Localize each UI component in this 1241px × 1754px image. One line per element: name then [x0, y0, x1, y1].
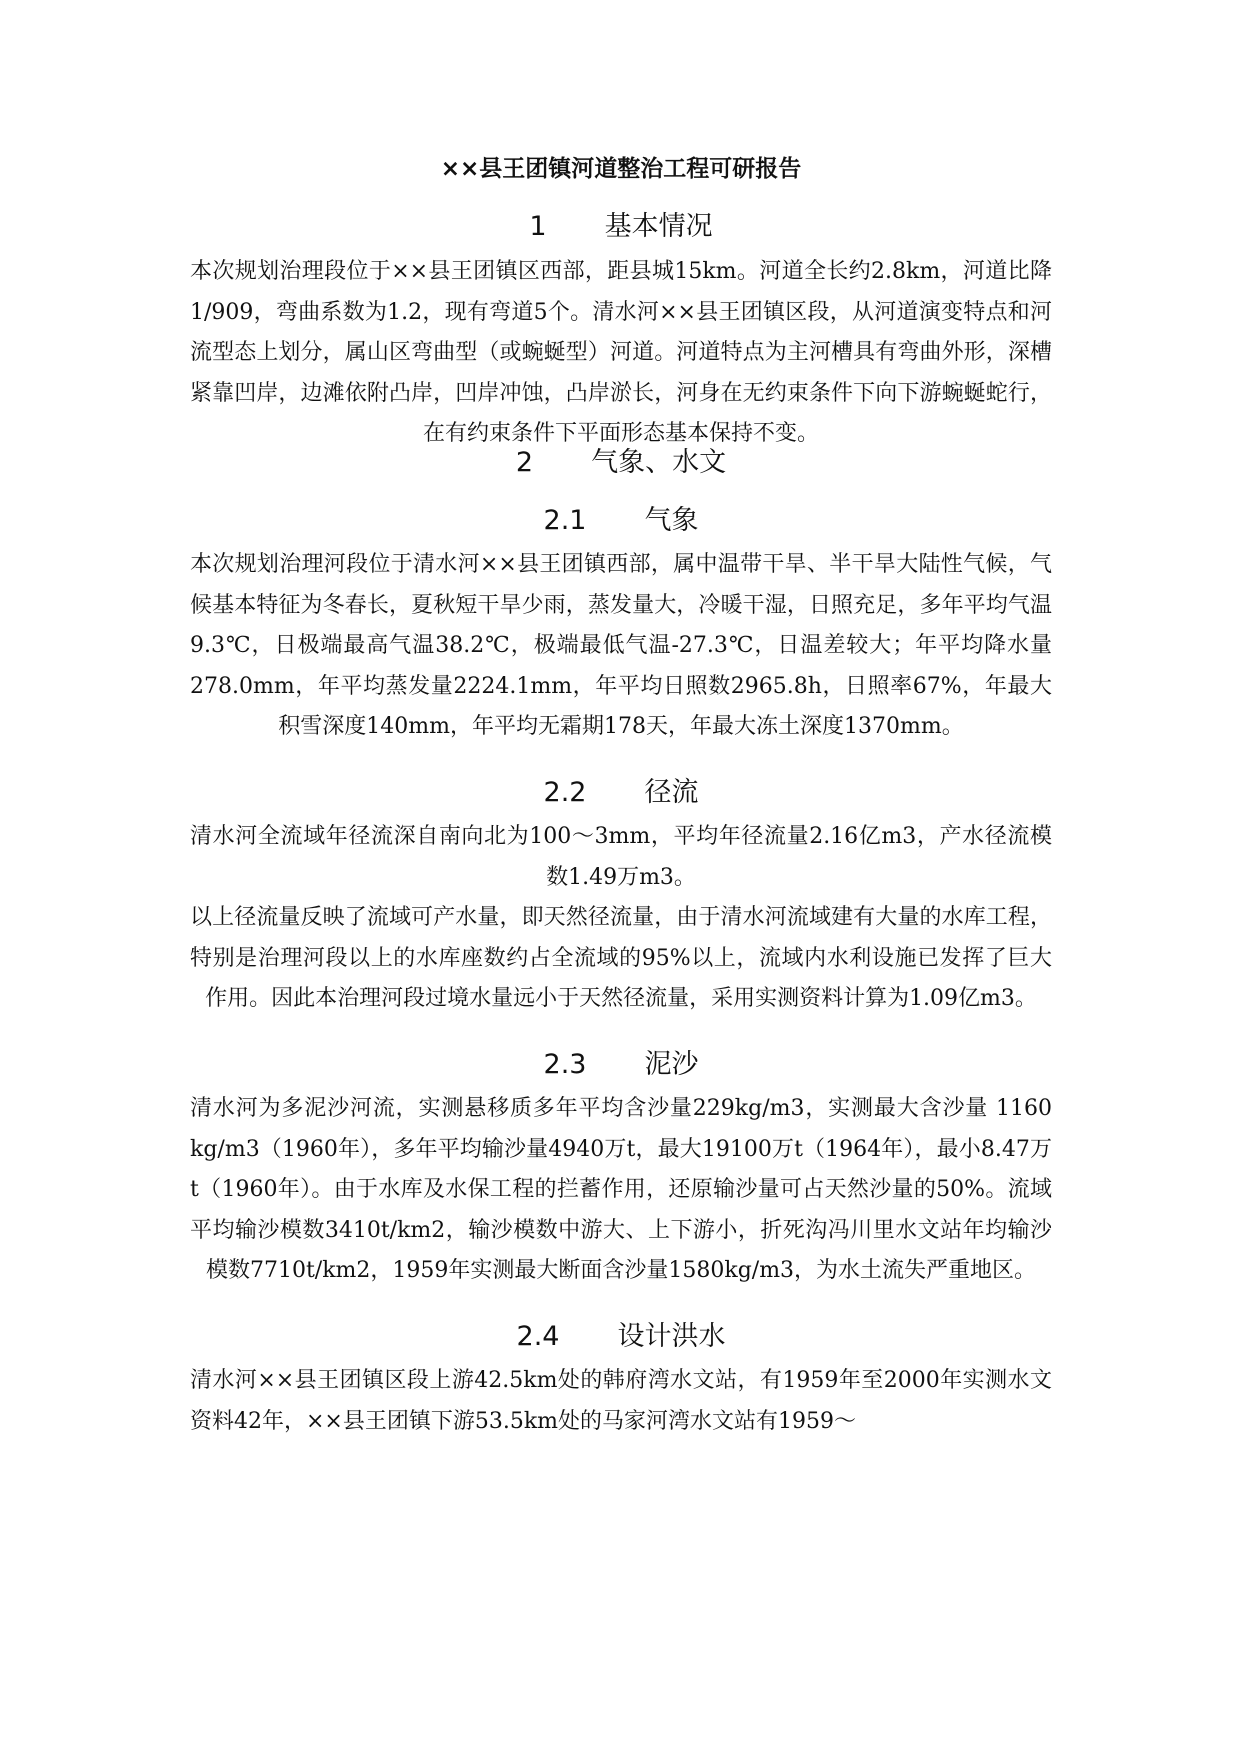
- section-number: 2.3: [543, 1049, 587, 1080]
- paragraph-runoff-2: 以上径流量反映了流域可产水量，即天然径流量，由于清水河流域建有大量的水库工程，特别是治理河段以上的水库座数约占全流域的95%以上，流域内水利设施已发挥了巨大作用。因此本治理河段过境水量远小于天然径流量，采用实测资料计算为1.09亿m3。: [190, 905, 1052, 1011]
- paragraph-design-flood: 清水河××县王团镇区段上游42.5km处的韩府湾水文站，有1959年至2000年实测水文资料42年，××县王团镇下游53.5km处的马家河湾水文站有1959～: [190, 1368, 1052, 1434]
- section-title: 径流: [644, 777, 699, 808]
- section-heading-2: [190, 440, 1052, 479]
- section-heading-2-3: [190, 1042, 1052, 1081]
- section-number: 2.1: [543, 505, 587, 536]
- section-heading-1: [190, 204, 1052, 243]
- section-title: 气象: [644, 505, 699, 536]
- paragraph-climate: 本次规划治理河段位于清水河××县王团镇西部，属中温带干旱、半干旱大陆性气候，气候基本特征为冬春长，夏秋短干旱少雨，蒸发量大，冷暖干湿，日照充足，多年平均气温9.3℃，日极端最高气温38.2℃，极端最低气温-27.3℃，日温差较大；年平均降水量278.0mm，年平均蒸发量2224.1mm，年平均日照数2965.8h，日照率67%，年最大积雪深度140mm，年平均无霜期178天，年最大冻土深度1370mm。: [190, 552, 1052, 739]
- section-title: 气象、水文: [591, 447, 727, 478]
- document-title: ××县王团镇河道整治工程可研报告: [440, 156, 802, 182]
- paragraph-basic-info: 本次规划治理段位于××县王团镇区西部，距县城15km。河道全长约2.8km，河道比降1/909，弯曲系数为1.2，现有弯道5个。清水河××县王团镇区段，从河道演变特点和河流型态上划分，属山区弯曲型（或蜿蜒型）河道。河道特点为主河槽具有弯曲外形，深槽紧靠凹岸，边滩依附凸岸，凹岸冲蚀，凸岸淤长，河身在无约束条件下向下游蜿蜒蛇行，在有约束条件下平面形态基本保持不变。: [190, 259, 1052, 446]
- section-title: 泥沙: [644, 1049, 699, 1080]
- section-number: 2.2: [543, 777, 587, 808]
- section-heading-2-4: [190, 1314, 1052, 1353]
- section-heading-2-1: [190, 498, 1052, 537]
- section-heading-2-2: [190, 770, 1052, 809]
- paragraph-sediment: 清水河为多泥沙河流，实测悬移质多年平均含沙量229kg/m3，实测最大含沙量 1160 kg/m3（1960年），多年平均输沙量4940万t，最大19100万t（1964年），最小8.47万t（1960年）。由于水库及水保工程的拦蓄作用，还原输沙量可占天然沙量的50%。流域平均输沙模数3410t/km2，输沙模数中游大、上下游小，折死沟冯川里水文站年均输沙模数7710t/km2，1959年实测最大断面含沙量1580kg/m3，为水土流失严重地区。: [190, 1096, 1052, 1283]
- section-title: 基本情况: [604, 211, 713, 242]
- section-number: 1: [529, 211, 547, 242]
- section-title: 设计洪水: [617, 1321, 726, 1352]
- paragraph-runoff-1: 清水河全流域年径流深自南向北为100～3mm，平均年径流量2.16亿m3，产水径流模数1.49万m3。: [190, 824, 1052, 890]
- section-number: 2: [515, 447, 534, 478]
- section-number: 2.4: [516, 1321, 560, 1352]
